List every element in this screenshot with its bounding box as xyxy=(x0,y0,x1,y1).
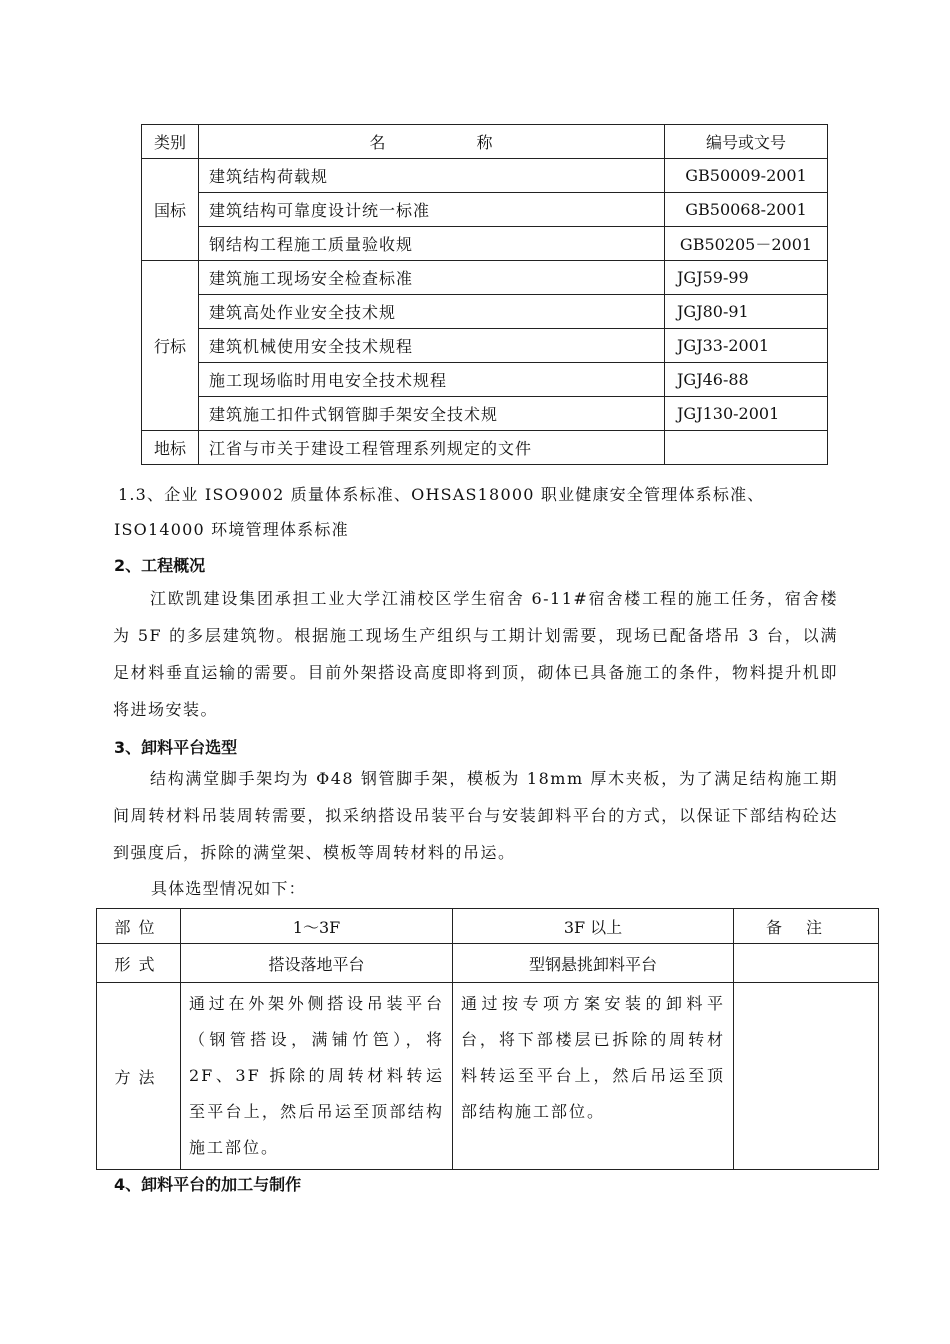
table-row xyxy=(142,227,828,261)
section-1-3-line1: 1.3、企业 ISO9002 质量体系标准、OHSAS18000 职业健康安全管理体系标准、 xyxy=(118,485,765,504)
cell-method-remarks xyxy=(734,983,879,1170)
standard-name: 建筑施工扣件式钢管脚手架安全技术规 xyxy=(199,397,665,431)
header-category: 类别 xyxy=(142,125,199,159)
table-row xyxy=(142,193,828,227)
section-1-3-line2: ISO14000 环境管理体系标准 xyxy=(114,520,349,539)
cell-remarks-header: 备注 xyxy=(734,909,879,944)
standard-code: JGJ33-2001 xyxy=(665,329,828,363)
table-row xyxy=(142,431,828,465)
table-row xyxy=(97,909,879,944)
standard-name: 施工现场临时用电安全技术规程 xyxy=(199,363,665,397)
table-row xyxy=(142,295,828,329)
table-row xyxy=(142,261,828,295)
standard-name: 建筑机械使用安全技术规程 xyxy=(199,329,665,363)
table-row xyxy=(97,983,879,1170)
row-label-form: 形式 xyxy=(97,944,181,983)
standard-name: 建筑高处作业安全技术规 xyxy=(199,295,665,329)
standard-code: JGJ59-99 xyxy=(665,261,828,295)
header-code: 编号或文号 xyxy=(665,125,828,159)
cell-floors-above-3: 3F 以上 xyxy=(453,909,734,944)
section-2-heading: 2、工程概况 xyxy=(114,556,206,575)
standard-code: JGJ80-91 xyxy=(665,295,828,329)
standard-name: 江省与市关于建设工程管理系列规定的文件 xyxy=(199,431,665,465)
category-cell: 国标 xyxy=(142,159,199,261)
cell-form-above-3: 型钢悬挑卸料平台 xyxy=(453,944,734,983)
standard-name: 建筑结构可靠度设计统一标准 xyxy=(199,193,665,227)
section-3-text: 结构满堂脚手架均为 Φ48 钢管脚手架，模板为 18mm 厚木夹板，为了满足结构施工期间周转材料吊装周转需要，拟采纳搭设吊装平台与安装卸料平台的方式，以保证下部结构砼达到强度后，拆除的满堂架、模板等周转材料的吊运。 xyxy=(113,769,838,862)
cell-method-1-3: 通过在外架外侧搭设吊装平台（钢管搭设，满铺竹笆），将 2F、3F 拆除的周转材料转运至平台上，然后吊运至顶部结构施工部位。 xyxy=(181,983,453,1170)
standard-name: 钢结构工程施工质量验收规 xyxy=(199,227,665,261)
section-3-heading: 3、卸料平台选型 xyxy=(114,738,238,757)
standard-code: GB50009-2001 xyxy=(665,159,828,193)
header-name: 名 称 xyxy=(199,125,665,159)
standard-code: JGJ46-88 xyxy=(665,363,828,397)
row-label-position: 部位 xyxy=(97,909,181,944)
cell-method-above-3: 通过按专项方案安装的卸料平台，将下部楼层已拆除的周转材料转运至平台上，然后吊运至顶部结构施工部位。 xyxy=(453,983,734,1170)
standard-name: 建筑结构荷载规 xyxy=(199,159,665,193)
table-row xyxy=(142,363,828,397)
row-label-method: 方法 xyxy=(97,983,181,1170)
table-row xyxy=(142,397,828,431)
section-4-heading: 4、卸料平台的加工与制作 xyxy=(114,1175,302,1194)
standard-code: JGJ130-2001 xyxy=(665,397,828,431)
standard-code: GB50068-2001 xyxy=(665,193,828,227)
cell-form-1-3: 搭设落地平台 xyxy=(181,944,453,983)
category-cell: 地标 xyxy=(142,431,199,465)
standard-code xyxy=(665,431,828,465)
standard-code: GB50205－2001 xyxy=(665,227,828,261)
cell-floors-1-3: 1～3F xyxy=(181,909,453,944)
table-row xyxy=(142,159,828,193)
category-cell: 行标 xyxy=(142,261,199,431)
standards-table xyxy=(141,124,828,465)
section-2-text: 江欧凯建设集团承担工业大学江浦校区学生宿舍 6-11#宿舍楼工程的施工任务，宿舍楼为 5F 的多层建筑物。根据施工现场生产组织与工期计划需要，现场已配备塔吊 3 台，以满足材料垂直运输的需要。目前外架搭设高度即将到顶，砌体已具备施工的条件，物料提升机即将进场安装。 xyxy=(113,589,838,719)
table-row xyxy=(142,329,828,363)
selection-table xyxy=(96,908,879,1170)
cell-form-remarks xyxy=(734,944,879,983)
standard-name: 建筑施工现场安全检查标准 xyxy=(199,261,665,295)
selection-intro: 具体选型情况如下： xyxy=(151,879,306,898)
table-row xyxy=(97,944,879,983)
standards-table-header xyxy=(142,125,828,159)
